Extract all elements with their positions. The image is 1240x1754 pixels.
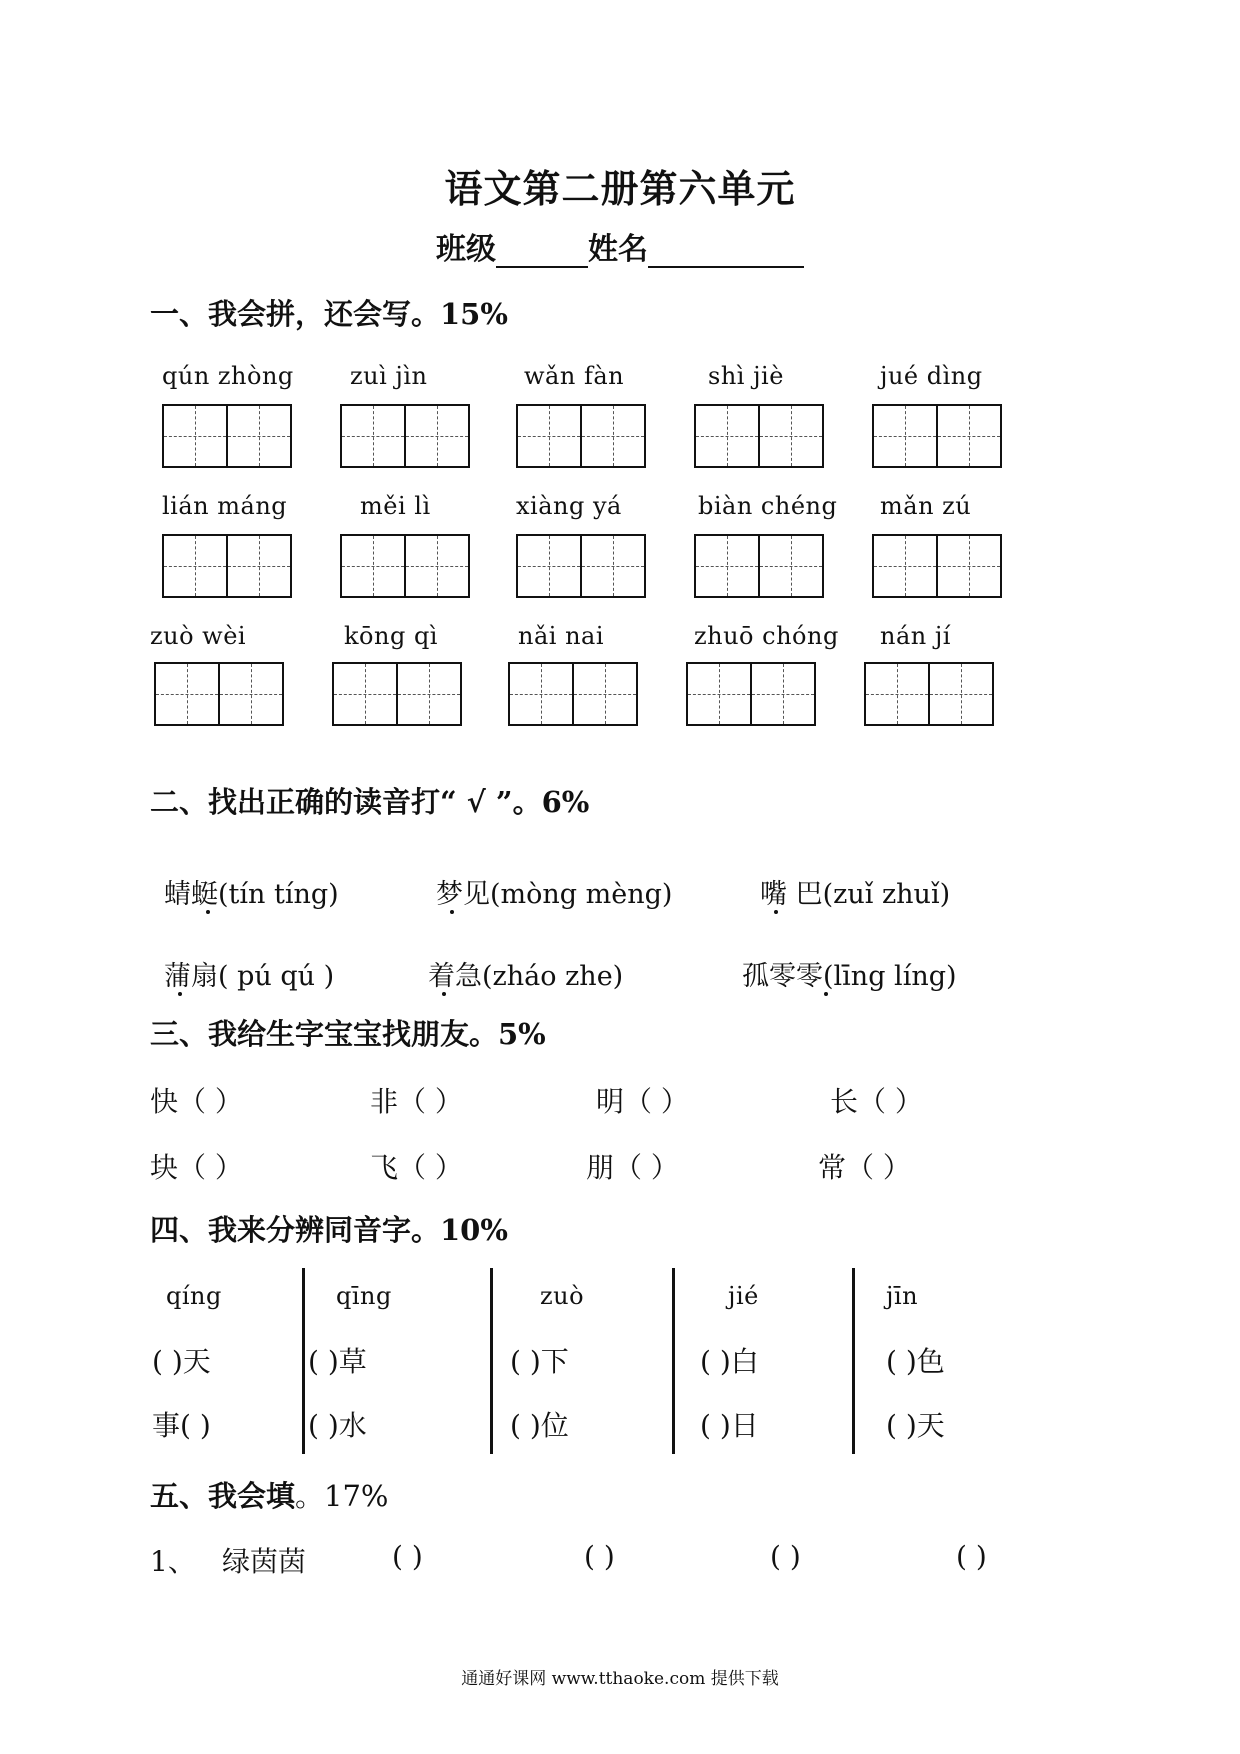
homophone-blank[interactable]: ( )水 bbox=[308, 1409, 367, 1442]
name-blank[interactable] bbox=[648, 236, 804, 268]
page-title: 语文第二册第六单元 bbox=[444, 166, 796, 211]
column-divider bbox=[672, 1268, 675, 1454]
word-pair-item[interactable]: 常（ ） bbox=[818, 1151, 911, 1184]
pinyin-label: jué dìng bbox=[880, 362, 983, 390]
emphasis-dot bbox=[824, 992, 828, 996]
word-pair-item[interactable]: 长（ ） bbox=[830, 1085, 923, 1118]
homophone-pinyin: qíng bbox=[166, 1282, 222, 1310]
section-2-title: 二、找出正确的读音打“ √ ”。6% bbox=[150, 785, 590, 819]
reading-choice[interactable]: 梦见(mòng mèng) bbox=[436, 879, 673, 910]
section-5-percent: 。17% bbox=[295, 1479, 389, 1513]
section-1-title: 一、我会拼，还会写。15% bbox=[150, 297, 508, 331]
section-4-title: 四、我来分辨同音字。10% bbox=[150, 1213, 508, 1247]
homophone-blank[interactable]: ( )位 bbox=[510, 1409, 569, 1442]
homophone-blank[interactable]: ( )下 bbox=[510, 1345, 569, 1378]
writing-grid[interactable] bbox=[686, 662, 816, 726]
reading-choice[interactable]: 孤零零(līng líng) bbox=[742, 961, 957, 992]
column-divider bbox=[490, 1268, 493, 1454]
writing-grid[interactable] bbox=[694, 404, 824, 468]
emphasis-dot bbox=[450, 910, 454, 914]
homophone-blank[interactable]: ( )天 bbox=[152, 1345, 211, 1378]
fill-blank[interactable]: ( ) bbox=[770, 1540, 801, 1573]
pinyin-label: lián máng bbox=[162, 492, 288, 520]
homophone-pinyin: zuò bbox=[540, 1282, 585, 1310]
writing-grid[interactable] bbox=[516, 404, 646, 468]
writing-grid[interactable] bbox=[872, 534, 1002, 598]
reading-choice[interactable]: 蒲扇( pú qú ) bbox=[164, 961, 335, 992]
writing-grid[interactable] bbox=[154, 662, 284, 726]
pinyin-label: biàn chéng bbox=[698, 492, 838, 520]
homophone-blank[interactable]: ( )天 bbox=[886, 1409, 945, 1442]
word-pair-item[interactable]: 飞（ ） bbox=[370, 1151, 463, 1184]
question-word: 绿茵茵 bbox=[222, 1545, 307, 1578]
reading-choice[interactable]: 着急(zháo zhe) bbox=[428, 961, 624, 992]
pinyin-label: nán jí bbox=[880, 622, 951, 650]
emphasis-dot bbox=[206, 910, 210, 914]
class-blank[interactable] bbox=[496, 236, 588, 268]
writing-grid[interactable] bbox=[340, 534, 470, 598]
homophone-pinyin: qīng bbox=[336, 1282, 392, 1310]
pinyin-label: nǎi nai bbox=[518, 622, 605, 650]
homophone-blank[interactable]: ( )草 bbox=[308, 1345, 367, 1378]
writing-grid[interactable] bbox=[162, 534, 292, 598]
pinyin-label: wǎn fàn bbox=[524, 362, 625, 390]
pinyin-label: kōng qì bbox=[344, 622, 438, 650]
footer-credit: 通通好课网 www.tthaoke.com 提供下载 bbox=[461, 1669, 779, 1689]
pinyin-label: mǎn zú bbox=[880, 492, 972, 520]
pinyin-label: zuì jìn bbox=[350, 362, 428, 390]
pinyin-label: xiàng yá bbox=[516, 492, 622, 520]
fill-blank[interactable]: ( ) bbox=[392, 1540, 423, 1573]
homophone-pinyin: jié bbox=[728, 1282, 759, 1310]
emphasis-dot bbox=[774, 910, 778, 914]
emphasis-dot bbox=[442, 992, 446, 996]
writing-grid[interactable] bbox=[864, 662, 994, 726]
reading-choice[interactable]: 蜻蜓(tín tíng) bbox=[164, 879, 339, 910]
writing-grid[interactable] bbox=[516, 534, 646, 598]
name-label: 姓名 bbox=[588, 232, 648, 267]
homophone-blank[interactable]: ( )日 bbox=[700, 1409, 759, 1442]
homophone-pinyin: jīn bbox=[886, 1282, 919, 1310]
section-3-title: 三、我给生字宝宝找朋友。5% bbox=[150, 1017, 546, 1051]
student-info-line bbox=[0, 224, 1240, 268]
column-divider bbox=[852, 1268, 855, 1454]
emphasis-dot bbox=[178, 992, 182, 996]
fill-blank[interactable]: ( ) bbox=[956, 1540, 987, 1573]
fill-blank[interactable]: ( ) bbox=[584, 1540, 615, 1573]
section-5-label: 五、我会填 bbox=[150, 1479, 296, 1513]
pinyin-label: shì jiè bbox=[708, 362, 784, 390]
writing-grid[interactable] bbox=[162, 404, 292, 468]
column-divider bbox=[302, 1268, 305, 1454]
homophone-blank[interactable]: ( )色 bbox=[886, 1345, 945, 1378]
pinyin-label: zuò wèi bbox=[150, 622, 247, 650]
writing-grid[interactable] bbox=[340, 404, 470, 468]
word-pair-item[interactable]: 块（ ） bbox=[150, 1151, 243, 1184]
section-5-title bbox=[150, 1474, 388, 1515]
word-pair-item[interactable]: 非（ ） bbox=[370, 1085, 463, 1118]
homophone-blank[interactable]: 事( ) bbox=[152, 1409, 211, 1442]
word-pair-item[interactable]: 明（ ） bbox=[596, 1085, 689, 1118]
writing-grid[interactable] bbox=[694, 534, 824, 598]
writing-grid[interactable] bbox=[508, 662, 638, 726]
homophone-blank[interactable]: ( )白 bbox=[700, 1345, 759, 1378]
word-pair-item[interactable]: 朋（ ） bbox=[586, 1151, 679, 1184]
pinyin-label: měi lì bbox=[360, 492, 431, 520]
question-number: 1、 bbox=[150, 1545, 196, 1578]
writing-grid[interactable] bbox=[332, 662, 462, 726]
writing-grid[interactable] bbox=[872, 404, 1002, 468]
word-pair-item[interactable]: 快（ ） bbox=[150, 1085, 243, 1118]
pinyin-label: qún zhòng bbox=[162, 362, 294, 390]
pinyin-label: zhuō chóng bbox=[694, 622, 839, 650]
class-label: 班级 bbox=[436, 232, 496, 267]
reading-choice[interactable]: 嘴 巴(zuǐ zhuǐ) bbox=[760, 879, 951, 910]
